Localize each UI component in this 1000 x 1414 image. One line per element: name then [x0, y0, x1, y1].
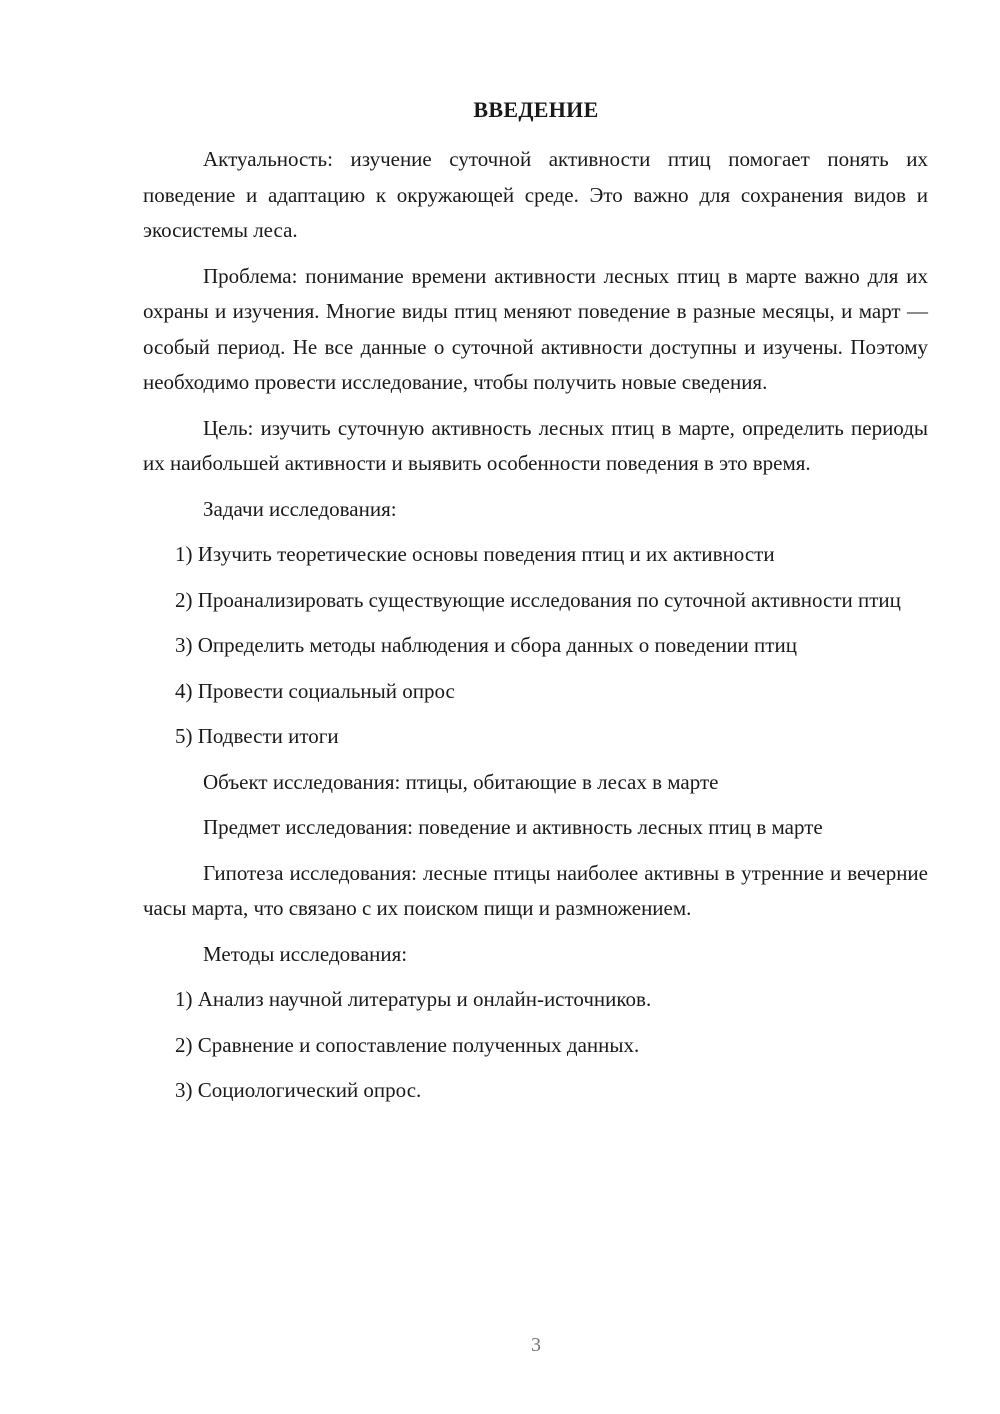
page-number: 3: [531, 1334, 541, 1356]
list-item-method-3: 3) Социологический опрос.: [175, 1078, 422, 1102]
paragraph-object: Объект исследования: птицы, обитающие в лесах в марте: [203, 769, 719, 794]
list-item-method-2: 2) Сравнение и сопоставление полученных данных.: [175, 1032, 640, 1057]
document-body: [143, 142, 928, 1119]
paragraph-hypothesis: Гипотеза исследования: лесные птицы наиболее активны в утренние и вечерние часы марта, что связано с их поиском пищи и размножением.: [143, 860, 928, 920]
list-item-task-4: 4) Провести социальный опрос: [175, 678, 455, 703]
page-title: ВВЕДЕНИЕ: [473, 97, 599, 122]
list-item-task-3: 3) Определить методы наблюдения и сбора данных о поведении птиц: [175, 633, 797, 657]
paragraph-problem: Проблема: понимание времени активности лесных птиц в марте важно для их охраны и изучения. Многие виды птиц меняют поведение в разные месяцы, и март — особый период. Не все данные о суточной активности доступны и изучены. Поэтому необходимо провести исследование, чтобы получить новые сведения.: [143, 263, 928, 394]
list-item-task-5: 5) Подвести итоги: [175, 724, 339, 748]
list-item-task-2: 2) Проанализировать существующие исследования по суточной активности птиц: [175, 587, 901, 612]
paragraph-subject: Предмет исследования: поведение и активность лесных птиц в марте: [203, 815, 823, 839]
list-item-method-1: 1) Анализ научной литературы и онлайн-источников.: [175, 987, 652, 1011]
methods-heading: Методы исследования:: [203, 941, 408, 966]
tasks-heading: Задачи исследования:: [203, 496, 397, 521]
list-item-task-1: 1) Изучить теоретические основы поведения птиц и их активности: [175, 542, 775, 566]
paragraph-goal: Цель: изучить суточную активность лесных птиц в марте, определить периоды их наибольшей активности и выявить особенности поведения в это время.: [143, 415, 928, 475]
paragraph-relevance: Актуальность: изучение суточной активности птиц помогает понять их поведение и адаптацию к окружающей среде. Это важно для сохранения видов и экосистемы леса.: [143, 147, 928, 242]
